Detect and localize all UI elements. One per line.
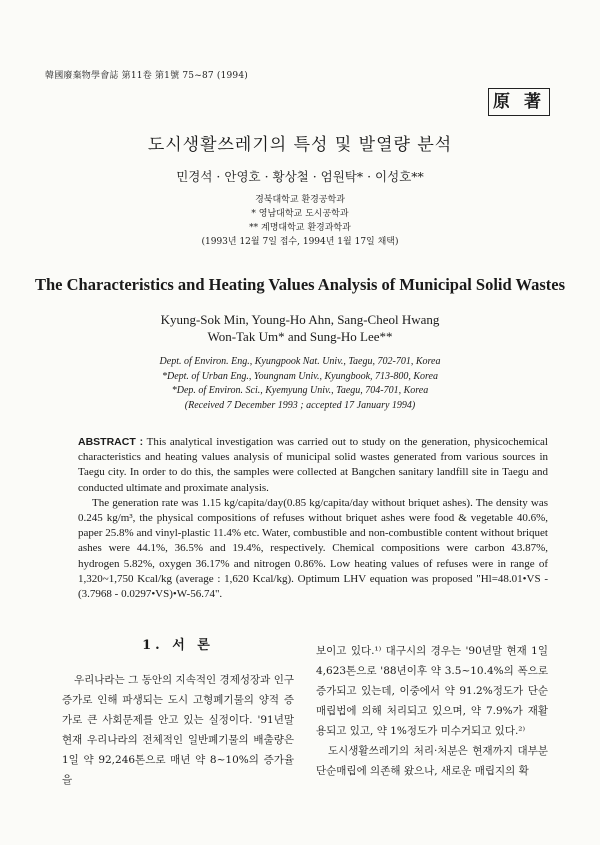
journal-header: 韓國廢棄物學會誌 第11卷 第1號 75~87 (1994): [45, 71, 248, 81]
affiliation-kr-1: 경북대학교 환경공학과: [255, 195, 345, 205]
abstract: [78, 435, 548, 602]
korean-title: 도시생활쓰레기의 특성 및 발열량 분석: [147, 135, 453, 155]
english-authors-line-1: Kyung-Sok Min, Young-Ho Ahn, Sang-Cheol Hwang: [160, 312, 440, 327]
intro-paragraph-continued: 보이고 있다.¹⁾ 대구시의 경우는 '90년말 현재 1일 4,623톤으로 '88년이후 약 3.5~10.4%의 폭으로 증가되고 있는데, 이중에서 약 91.2%정도가 단순매립법에 의해 처리되고 있으며, 약 7.9%가 재활용되고 있고, 약 1%정도가 미수거되고 있다.²⁾: [316, 645, 548, 737]
english-authors-line-2: Won-Tak Um* and Sung-Ho Lee**: [207, 329, 393, 344]
introduction-left-column: [62, 636, 294, 790]
received-date-kr: (1993년 12월 7일 접수, 1994년 1월 17일 채택): [201, 237, 399, 247]
english-title: The Characteristics and Heating Values Analysis of Municipal Solid Wastes: [34, 275, 566, 294]
article-type-badge: 原 著: [488, 88, 550, 116]
abstract-paragraph-1: [78, 435, 548, 496]
abstract-paragraph-2: The generation rate was 1.15 kg/capita/day(0.85 kg/capita/day without briquet ashes). The density was 0.245 kg/m³, the physical compositions of refuses without briquet ashes were food & vegetable 40.6%, paper 25.8% and vinyl-plastic 11.4% etc. Water, combustible and non-combustible content without briquet ashes were 44.1%, 36.5% and 19.4%, respectively. Chemical compositions were carbon 43.87%, hydrogen 5.82%, oxygen 36.17% and nitrogen 0.86%. Low heating values of refuses were in range of 1,320~1,750 Kcal/kg (average : 1,620 Kcal/kg). Optimum LHV equation was proposed "Hl=48.01•VS - (3.7968 - 0.0297•VS)•W-56.74".: [78, 496, 548, 601]
intro-paragraph-2: 도시생활쓰레기의 처리·처분은 현재까지 대부분 단순매립에 의존해 왔으나, 새로운 매립지의 확: [316, 745, 548, 777]
affiliation-en-2: *Dept. of Urban Eng., Youngnam Univ., Kyungbook, 713-800, Korea: [161, 370, 438, 382]
korean-affiliations: [0, 193, 600, 249]
affiliation-kr-3: ** 계명대학교 환경과학과: [249, 223, 351, 233]
introduction-right-column: [316, 641, 548, 781]
received-date-en: (Received 7 December 1993 ; accepted 17 January 1994): [184, 399, 416, 411]
abstract-label: ABSTRACT :: [78, 436, 144, 448]
affiliation-kr-2: * 영남대학교 도시공학과: [251, 209, 349, 219]
abstract-text-1: This analytical investigation was carried out to study on the generation, physicochemical characteristics and heating values analysis of municipal solid wastes generated from various sources in Taegu city. In order to do this, the samples were collected at Bangchen sanitary landfill site in Taegu and conducted ultimate and proximate analysis.: [78, 436, 548, 494]
section-heading: 1. 서 론: [142, 638, 214, 653]
english-authors: [0, 311, 600, 345]
english-affiliations: [0, 355, 600, 413]
affiliation-en-3: *Dep. of Environ. Sci., Kyemyung Univ., Taegu, 704-701, Korea: [171, 385, 429, 396]
intro-paragraph-1: 우리나라는 그 동안의 지속적인 경제성장과 인구증가로 인해 파생되는 도시 고형폐기물의 양적 증가로 큰 사회문제를 안고 있는 실정이다. '91년말 현재 우리나라의 전체적인 일반폐기물의 배출량은 1일 약 92,246톤으로 매년 약 8~10%의 증가율을: [62, 674, 294, 786]
affiliation-en-1: Dept. of Environ. Eng., Kyungpook Nat. Univ., Taegu, 702-701, Korea: [159, 356, 441, 367]
korean-authors: 민경석 · 안영호 · 황상철 · 엄원탁* · 이성호**: [176, 169, 424, 184]
